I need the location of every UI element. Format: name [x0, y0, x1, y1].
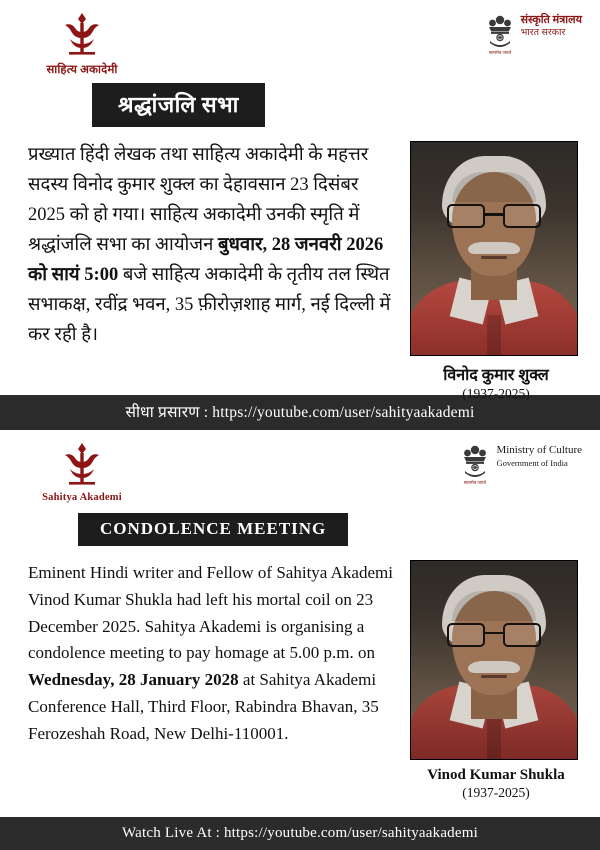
svg-text:सत्यमेव जयते: सत्यमेव जयते [464, 479, 487, 485]
sahitya-akademi-logo-english [22, 442, 142, 503]
sahitya-akademi-emblem-icon [57, 442, 107, 488]
photo-lens-right [503, 204, 541, 228]
english-paragraph [28, 560, 398, 801]
photo-mouth [481, 675, 507, 678]
english-paragraph-part-1: Eminent Hindi writer and Fellow of Sahitya Akademi Vinod Kumar Shukla had left his mortal coil on 23 December 2025. Sahitya Akademi is organising a condolence meeting to pay homage at 5.00 p.m. on [28, 562, 393, 663]
portrait-photo-hindi [410, 141, 578, 356]
ministry-text-english [496, 442, 582, 468]
portrait-name-english: Vinod Kumar Shukla [427, 766, 565, 783]
english-livestream-strip [0, 817, 600, 850]
hindi-paragraph-part-1: प्रख्यात हिंदी लेखक तथा साहित्य अकादेमी के महत्तर सदस्य विनोद कुमार शुक्ल का देहावसान 23 दिसंबर 2025 को हो गया। साहित्य अकादेमी उनकी स्मृति में श्रद्धांजलि सभा का आयोजन [28, 145, 369, 255]
english-banner-wrap [0, 513, 600, 546]
ministry-line2-english: Government of India [496, 457, 568, 468]
ministry-text-hindi [521, 12, 582, 40]
english-paragraph-highlight: Wednesday, 28 January 2028 [28, 670, 239, 690]
ministry-of-culture-logo-hindi [486, 12, 582, 56]
hindi-body [0, 127, 600, 402]
english-livestream-text: Watch Live At : https://youtube.com/user/sahityaakademi [122, 825, 478, 842]
hindi-photo-column [410, 141, 582, 402]
photo-mouth [481, 256, 507, 259]
hindi-banner-wrap [0, 83, 600, 127]
photo-placket [487, 315, 501, 355]
sahitya-akademi-caption-hindi: साहित्य अकादेमी [46, 64, 118, 76]
photo-glasses [447, 623, 541, 647]
hindi-paragraph [28, 141, 398, 402]
hindi-paragraph-part-3: बजे साहित्य अकादेमी के तृतीय तल स्थित सभाकक्ष, रवींद्र भवन, 35 फ़ीरोज़शाह मार्ग, नई दिल्ली में कर रही है। [28, 264, 391, 345]
english-paragraph-part-3: at Sahitya Akademi Conference Hall, Third Floor, Rabindra Bhavan, 35 Ferozeshah Road, New Delhi-110001. [28, 670, 379, 743]
photo-placket [487, 719, 501, 759]
sahitya-akademi-caption-english: Sahitya Akademi [42, 491, 122, 503]
hindi-title-banner: श्रद्धांजलि सभा [92, 83, 265, 127]
photo-lens-bridge [485, 213, 503, 216]
english-photo-column [410, 560, 582, 801]
ministry-line1-hindi: संस्कृति मंत्रालय [520, 14, 582, 26]
sahitya-akademi-logo-hindi [22, 12, 142, 77]
hindi-livestream-text: सीधा प्रसारण : https://youtube.com/user/sahityaakademi [125, 403, 475, 421]
hindi-paragraph-highlight: बुधवार, 28 जनवरी 2026 को सायं 5:00 [28, 234, 384, 285]
ministry-line1-english: Ministry of Culture [496, 443, 582, 456]
portrait-years-hindi: (1937-2025) [462, 386, 530, 401]
ministry-of-culture-logo-english [461, 442, 582, 486]
ministry-line2-hindi: भारत सरकार [520, 27, 566, 38]
hindi-header [0, 0, 600, 77]
portrait-name-hindi: विनोद कुमार शुक्ल [443, 367, 549, 384]
india-state-emblem-icon [486, 12, 514, 56]
english-panel [0, 430, 600, 817]
photo-lens-bridge [485, 632, 503, 635]
hindi-panel [0, 0, 600, 401]
photo-moustache [468, 661, 520, 673]
photo-moustache [468, 242, 520, 254]
india-state-emblem-icon [461, 442, 489, 486]
svg-text:सत्यमेव जयते: सत्यमेव जयते [488, 50, 511, 55]
sahitya-akademi-emblem-icon [57, 12, 107, 58]
english-header [0, 430, 600, 503]
english-title-banner: CONDOLENCE MEETING [78, 513, 348, 546]
english-body [0, 546, 600, 801]
photo-glasses [447, 204, 541, 228]
photo-lens-left [447, 623, 485, 647]
photo-lens-left [447, 204, 485, 228]
portrait-photo-english [410, 560, 578, 760]
photo-lens-right [503, 623, 541, 647]
portrait-years-english: (1937-2025) [462, 784, 530, 800]
